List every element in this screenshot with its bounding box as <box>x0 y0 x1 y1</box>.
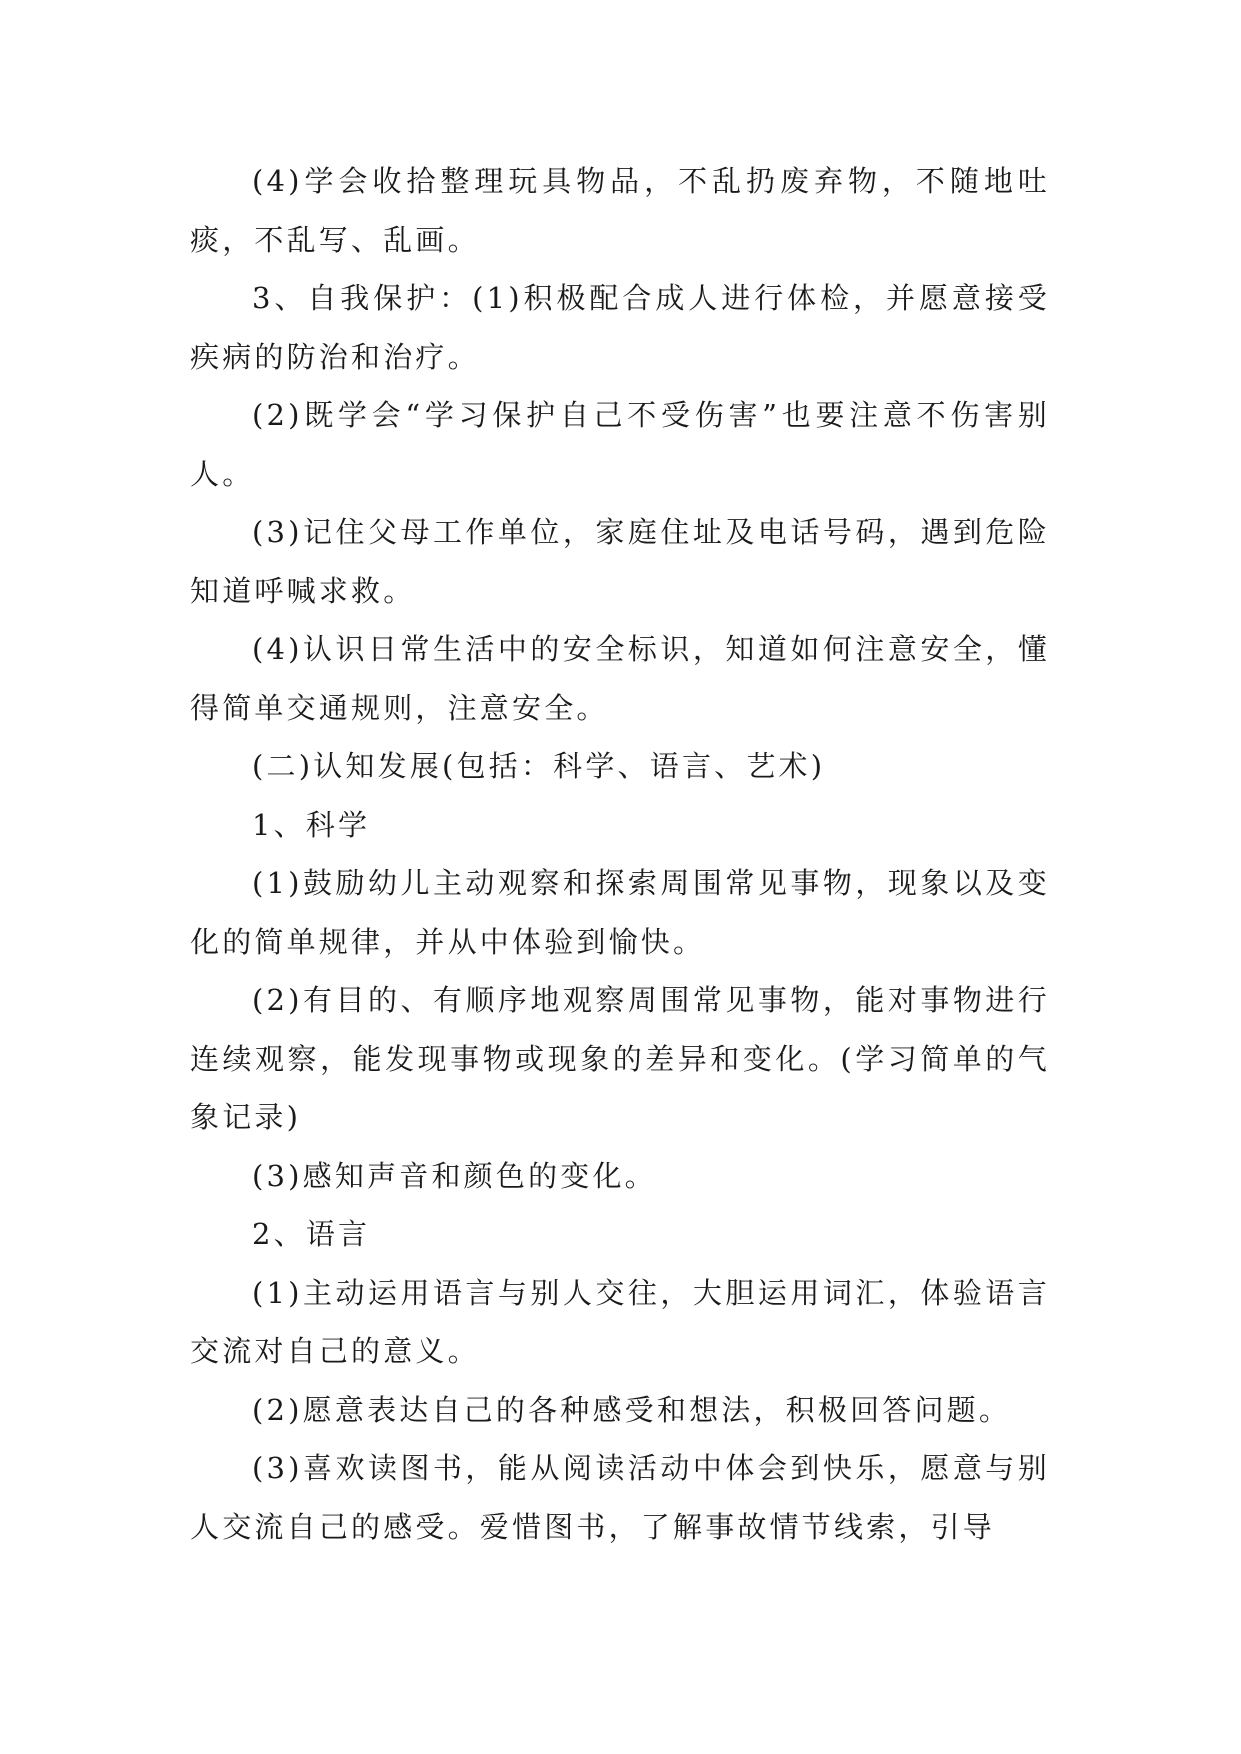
paragraph-remember-address: (3)记住父母工作单位，家庭住址及电话号码，遇到危险知道呼喊求救。 <box>190 515 1050 608</box>
document-body <box>190 152 1050 1556</box>
paragraph-avoid-harm: (2)既学会“学习保护自己不受伤害”也要注意不伤害别人。 <box>190 398 1050 491</box>
paragraph-safety-signs: (4)认识日常生活中的安全标识，知道如何注意安全，懂得简单交通规则，注意安全。 <box>190 632 1050 725</box>
paragraph-tidy-toys: (4)学会收拾整理玩具物品，不乱扔废弃物，不随地吐痰，不乱写、乱画。 <box>190 164 1050 257</box>
paragraph-science-2: (2)有目的、有顺序地观察周围常见事物，能对事物进行连续观察，能发现事物或现象的差异和变化。(学习简单的气象记录) <box>190 983 1050 1134</box>
paragraph-language-3: (3)喜欢读图书，能从阅读活动中体会到快乐，愿意与别人交流自己的感受。爱惜图书，了解事故情节线索，引导 <box>190 1451 1050 1544</box>
section-heading-cognitive: (二)认知发展(包括：科学、语言、艺术) <box>252 749 826 783</box>
paragraph-science-1: (1)鼓励幼儿主动观察和探索周围常见事物，现象以及变化的简单规律，并从中体验到愉快。 <box>190 866 1050 959</box>
paragraph-science-3: (3)感知声音和颜色的变化。 <box>252 1158 657 1193</box>
subheading-science: 1、科学 <box>252 807 371 842</box>
paragraph-language-1: (1)主动运用语言与别人交往，大胆运用词汇，体验语言交流对自己的意义。 <box>190 1275 1050 1368</box>
subheading-language: 2、语言 <box>252 1217 371 1251</box>
paragraph-self-protection: 3、自我保护：(1)积极配合成人进行体检，并愿意接受疾病的防治和治疗。 <box>190 281 1050 374</box>
paragraph-language-2: (2)愿意表达自己的各种感受和想法，积极回答问题。 <box>252 1392 1012 1427</box>
